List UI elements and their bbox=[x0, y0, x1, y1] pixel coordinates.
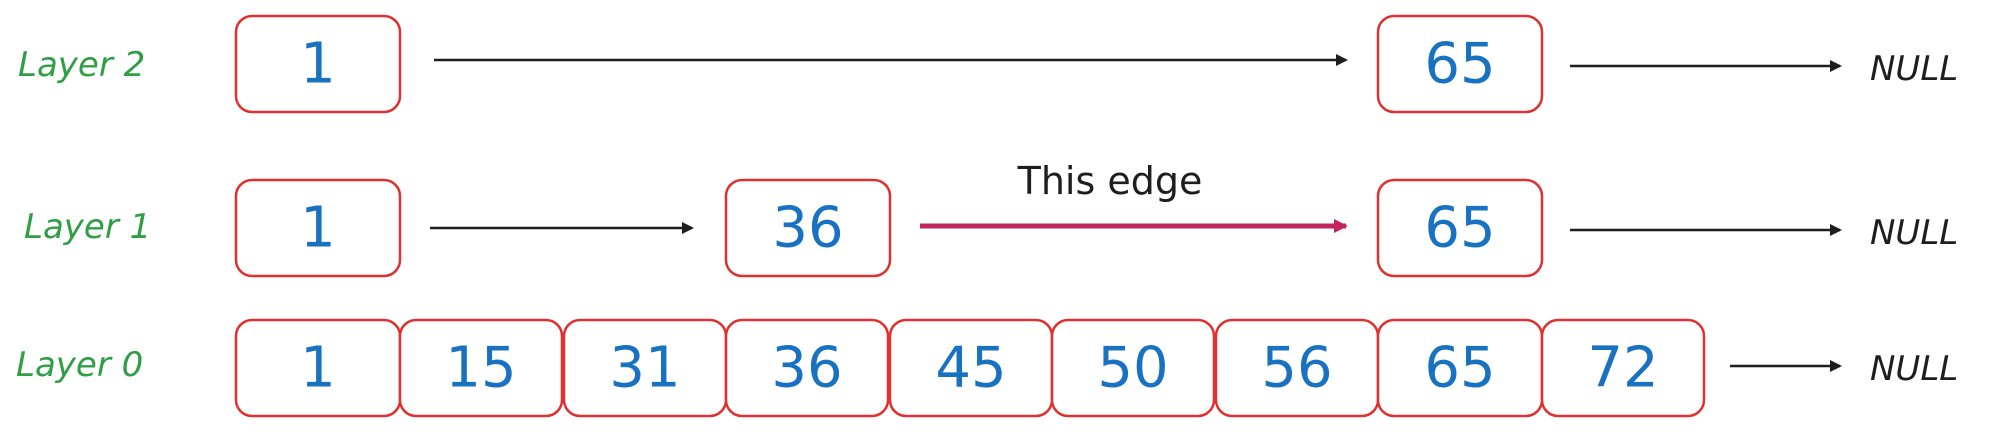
node-value: 1 bbox=[300, 31, 336, 97]
node-value: 65 bbox=[1424, 195, 1496, 261]
layer-1 bbox=[24, 159, 1958, 276]
layer-0-node-15 bbox=[400, 320, 562, 416]
layer-0-null: NULL bbox=[1870, 349, 1959, 389]
node-value: 65 bbox=[1424, 31, 1496, 97]
layer-2-node-65 bbox=[1378, 16, 1542, 112]
layer-2-node-1 bbox=[236, 16, 400, 112]
layer-1-node-1 bbox=[236, 180, 400, 276]
node-value: 15 bbox=[445, 335, 517, 401]
layer-0-node-36 bbox=[726, 320, 888, 416]
node-value: 1 bbox=[300, 335, 336, 401]
node-value: 56 bbox=[1261, 335, 1333, 401]
layer-0-label: Layer 0 bbox=[16, 345, 144, 385]
layer-2-null: NULL bbox=[1870, 49, 1959, 89]
layer-2 bbox=[18, 16, 1958, 112]
layer-0-node-56 bbox=[1216, 320, 1378, 416]
layer-0-node-50 bbox=[1052, 320, 1214, 416]
layer-0-node-45 bbox=[890, 320, 1052, 416]
layer-1-null: NULL bbox=[1870, 213, 1959, 253]
layer-0-node-31 bbox=[564, 320, 726, 416]
layer-0-node-1 bbox=[236, 320, 400, 416]
layer-0 bbox=[16, 320, 1958, 416]
node-value: 1 bbox=[300, 195, 336, 261]
layer-0-node-72 bbox=[1542, 320, 1704, 416]
node-value: 72 bbox=[1587, 335, 1659, 401]
node-value: 45 bbox=[935, 335, 1007, 401]
layer-2-label: Layer 2 bbox=[18, 45, 146, 85]
node-value: 65 bbox=[1424, 335, 1496, 401]
layer-1-label: Layer 1 bbox=[24, 207, 152, 247]
layer-1-node-36 bbox=[726, 180, 890, 276]
layer-1-node-65 bbox=[1378, 180, 1542, 276]
node-value: 50 bbox=[1097, 335, 1169, 401]
node-value: 36 bbox=[772, 195, 844, 261]
node-value: 36 bbox=[771, 335, 843, 401]
edge-annotation: This edge bbox=[1017, 159, 1203, 203]
layer-0-node-65 bbox=[1378, 320, 1542, 416]
node-value: 31 bbox=[609, 335, 681, 401]
